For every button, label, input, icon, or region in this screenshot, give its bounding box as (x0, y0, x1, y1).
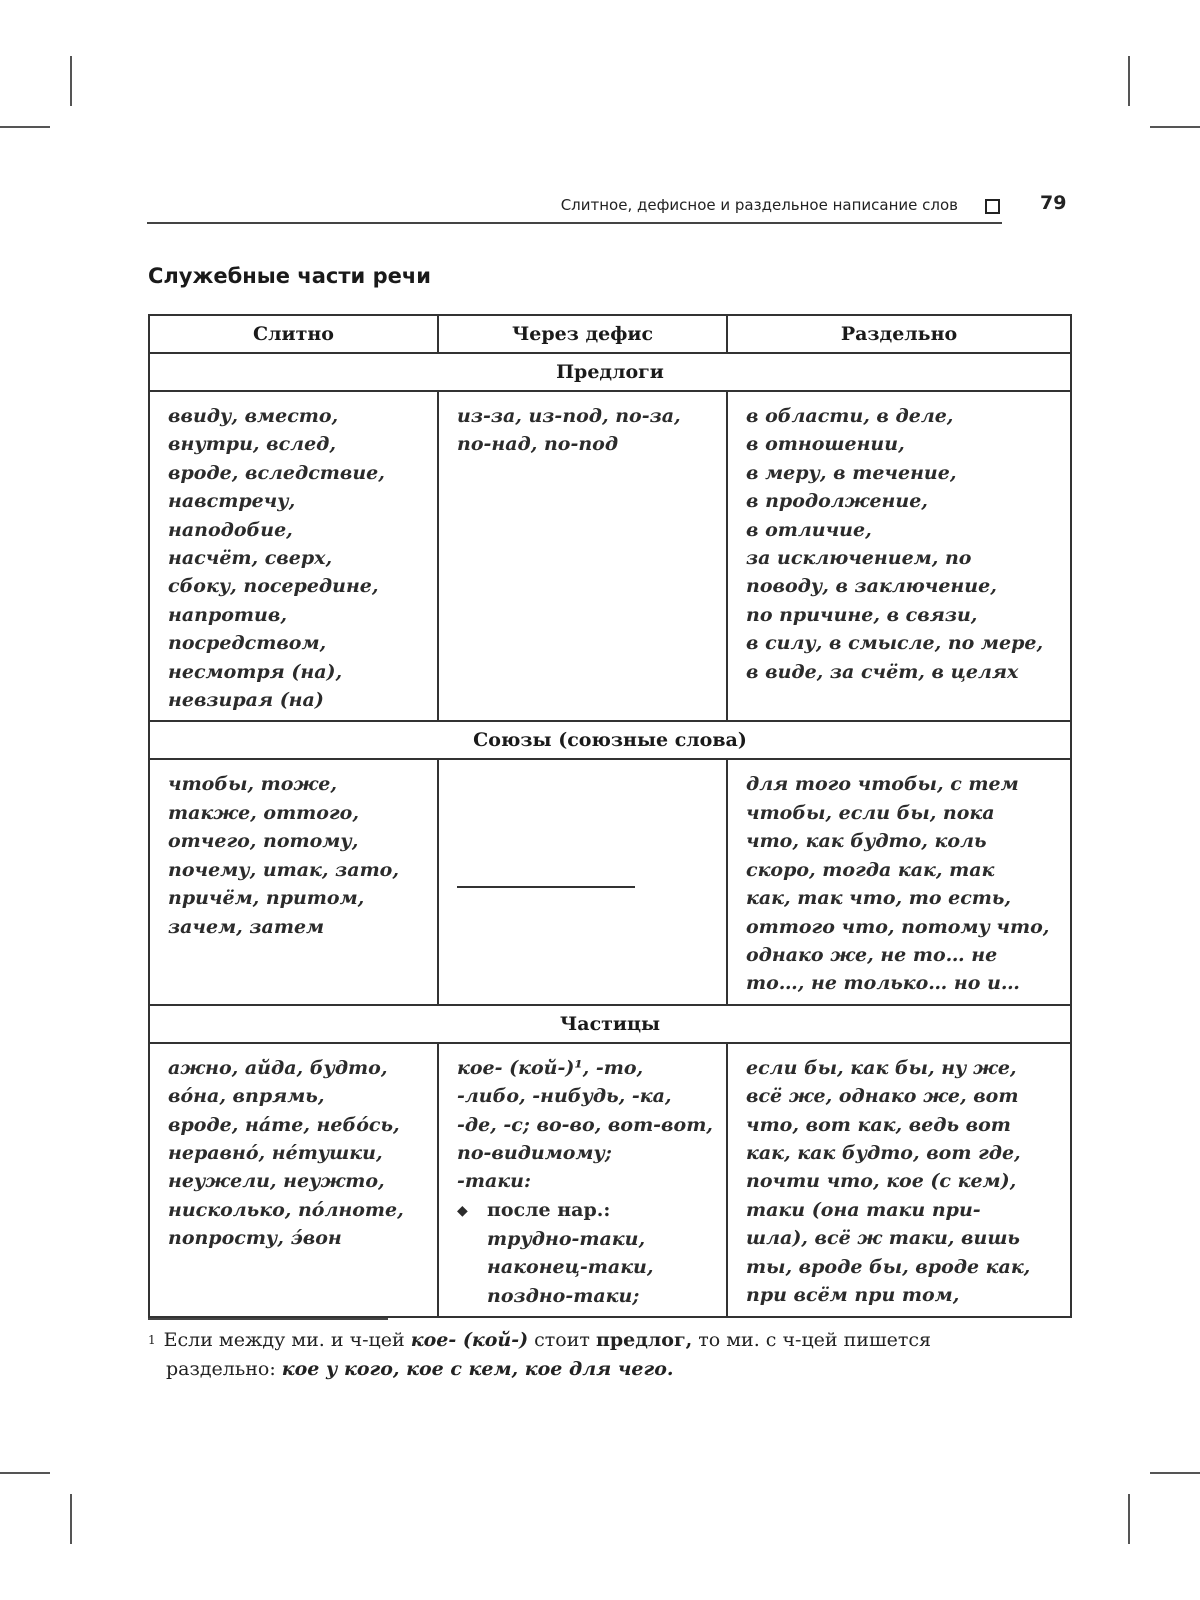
table-line: что, как будто, коль (746, 830, 987, 853)
table-line: насчёт, сверх, (168, 547, 333, 570)
table-line: поздно-таки; (487, 1284, 640, 1307)
table-line: неравнó, нéтушки, (168, 1141, 383, 1164)
table-line: по-видимому; (457, 1141, 612, 1164)
table-line: ввиду, вместо, (168, 405, 339, 427)
crop-mark-top-right-vertical (1128, 56, 1130, 106)
table-line: шла), всё ж таки, вишь (746, 1227, 1020, 1250)
table-line: -либо, -нибудь, -ка, (457, 1085, 672, 1108)
table-line: попросту, э́вон (168, 1227, 342, 1250)
table-line: в меру, в течение, (746, 461, 957, 484)
footnote-text: стоит (534, 1329, 590, 1351)
group-title-particles: Частицы (149, 1005, 1071, 1043)
cell-particles-together (149, 1043, 438, 1317)
crop-mark-bottom-left-vertical (70, 1494, 72, 1544)
cell-prepositions-separate (727, 391, 1071, 721)
table-line: в области, в деле, (746, 405, 954, 427)
table-line: также, оттого, (168, 801, 359, 824)
page-number: 79 (1040, 192, 1067, 214)
table-line: наподобие, (168, 518, 293, 541)
spelling-table (148, 314, 1072, 1318)
table-line: неужели, неужто, (168, 1170, 385, 1193)
running-header (147, 190, 1002, 224)
table-line: -де, -с; во-во, вот-вот, (457, 1113, 713, 1136)
footnote-text: предлог, (595, 1329, 693, 1351)
table-line: -таки: (457, 1170, 531, 1193)
cell-conjunctions-hyphen (438, 759, 727, 1004)
cell-prepositions-together (149, 391, 438, 721)
table-line: как, как будто, вот где, (746, 1141, 1021, 1164)
table-line: в виде, за счёт, в целях (746, 660, 1019, 683)
bullet-line (457, 1196, 712, 1225)
diamond-bullet-icon: ◆ (457, 1202, 468, 1219)
table-line: оттого что, потому что, (746, 915, 1050, 938)
table-line: таки (она таки при- (746, 1198, 981, 1221)
table-line: навстречу, (168, 490, 296, 513)
table-line: нисколько, пóлноте, (168, 1198, 404, 1221)
group-row-particles (149, 1005, 1071, 1043)
table-line: как, так что, то есть, (746, 887, 1012, 910)
table-line: поводу, в заключение, (746, 575, 997, 598)
column-header-hyphen: Через дефис (438, 315, 727, 353)
table-row-particles (149, 1043, 1071, 1317)
table-line: если бы, как бы, ну же, (746, 1056, 1017, 1079)
cell-particles-hyphen (438, 1043, 727, 1317)
table-line: по-над, по-под (457, 433, 619, 456)
crop-mark-bottom-right-vertical (1128, 1494, 1130, 1544)
crop-mark-top-right-horizontal (1150, 126, 1200, 128)
table-line: в отличие, (746, 518, 872, 541)
footnote-text: Если между ми. и ч-цей (163, 1329, 405, 1351)
footnote-text: кое- (кой-) (410, 1329, 529, 1351)
table-line: вроде, вследствие, (168, 461, 385, 484)
table-line: при всём при том, (746, 1283, 960, 1306)
footnote-text: кое у кого, кое с кем, кое для чего. (281, 1358, 674, 1380)
table-line: вóна, впрямь, (168, 1085, 325, 1108)
footnote-text: раздельно: (166, 1358, 276, 1380)
table-line: по причине, в связи, (746, 603, 978, 626)
table-line: чтобы, тоже, (168, 773, 337, 796)
table-line: всё же, однако же, вот (746, 1085, 1019, 1108)
table-line: причём, притом, (168, 887, 365, 910)
group-title-prepositions: Предлоги (149, 353, 1071, 391)
cell-conjunctions-separate (727, 759, 1071, 1004)
empty-dash-line (457, 886, 635, 888)
footnote (148, 1326, 1073, 1384)
group-row-conjunctions (149, 721, 1071, 759)
table-line: в отношении, (746, 433, 905, 456)
crop-mark-top-left-vertical (70, 56, 72, 106)
cell-particles-separate (727, 1043, 1071, 1317)
table-line: зачем, затем (168, 915, 325, 938)
table-line: за исключением, по (746, 547, 972, 570)
table-row-prepositions (149, 391, 1071, 721)
table-line: из-за, из-под, по-за, (457, 405, 681, 427)
footnote-marker: 1 (148, 1333, 156, 1347)
table-line: в силу, в смысле, по мере, (746, 632, 1044, 655)
crop-mark-top-left-horizontal (0, 126, 50, 128)
table-line: чтобы, если бы, пока (746, 801, 995, 824)
section-title: Служебные части речи (148, 264, 431, 288)
table-line: то…, не только… но и… (746, 972, 1020, 995)
table-row-conjunctions (149, 759, 1071, 1004)
table-line: сбоку, посередине, (168, 575, 379, 598)
table-line: посредством, (168, 632, 327, 655)
table-line: что, вот как, ведь вот (746, 1113, 1011, 1136)
bullet-text: после нар.: (487, 1198, 611, 1221)
table-line: однако же, не то… не (746, 943, 998, 966)
column-header-together: Слитно (149, 315, 438, 353)
cell-conjunctions-together (149, 759, 438, 1004)
table-line: кое- (кой-)¹, -то, (457, 1056, 644, 1079)
footnote-line-2 (148, 1355, 1073, 1384)
table-line: для того чтобы, с тем (746, 773, 1019, 796)
table-line: скоро, тогда как, так (746, 858, 995, 881)
column-header-separate: Раздельно (727, 315, 1071, 353)
table-line: несмотря (на), (168, 660, 343, 683)
table-header-row (149, 315, 1071, 353)
table-line: отчего, потому, (168, 830, 359, 853)
table-line: почему, итак, зато, (168, 858, 399, 881)
table-line: трудно-таки, (487, 1227, 646, 1250)
table-line: вроде, нáте, небóсь, (168, 1113, 400, 1136)
table-line: почти что, кое (с кем), (746, 1170, 1017, 1193)
table-line: ты, вроде бы, вроде как, (746, 1255, 1031, 1278)
cell-prepositions-hyphen (438, 391, 727, 721)
table-line: напротив, (168, 603, 287, 626)
footnote-text: то ми. с ч-цей пишется (698, 1329, 931, 1351)
footnote-separator (148, 1318, 388, 1320)
table-line: внутри, вслед, (168, 433, 336, 456)
square-bullet-icon (985, 199, 1000, 214)
table-line: невзирая (на) (168, 689, 324, 712)
crop-mark-bottom-right-horizontal (1150, 1472, 1200, 1474)
crop-mark-bottom-left-horizontal (0, 1472, 50, 1474)
table-line: ажно, айда, будто, (168, 1056, 388, 1079)
table-line: в продолжение, (746, 490, 928, 513)
table-line: наконец-таки, (487, 1256, 654, 1279)
group-row-prepositions (149, 353, 1071, 391)
running-title: Слитное, дефисное и раздельное написание слов (560, 196, 958, 214)
group-title-conjunctions: Союзы (союзные слова) (149, 721, 1071, 759)
